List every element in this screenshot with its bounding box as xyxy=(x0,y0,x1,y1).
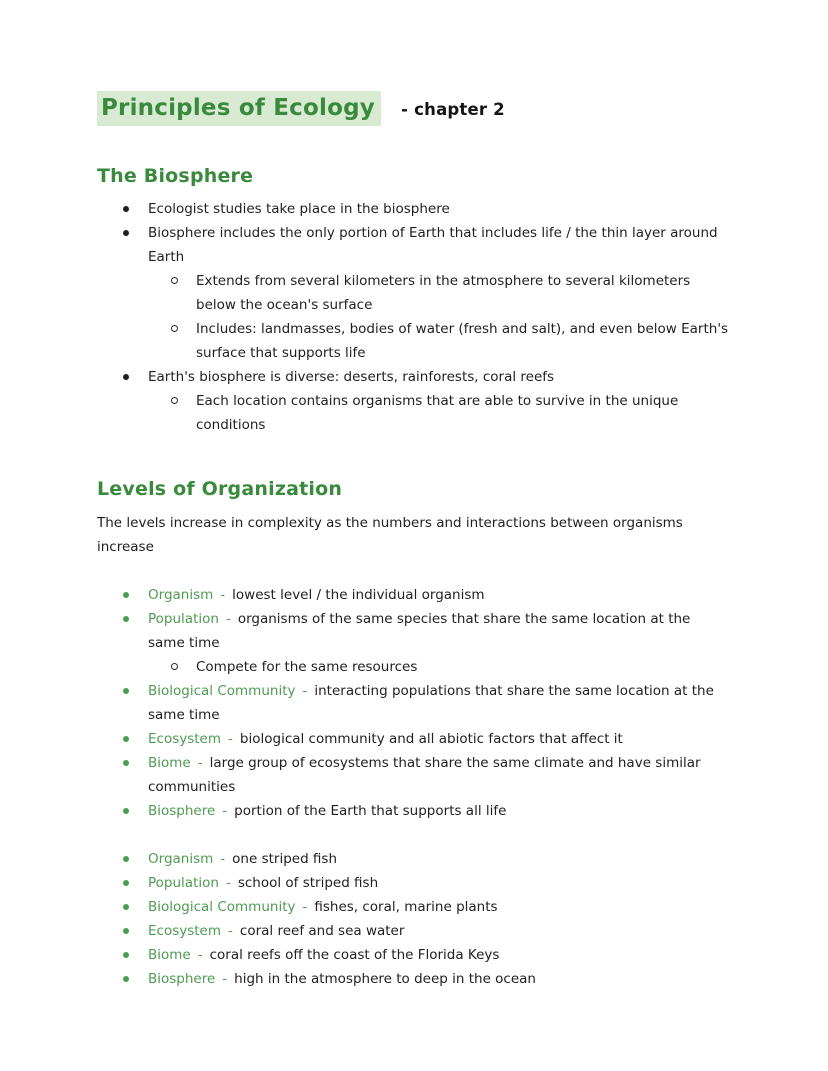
section-heading-levels-of-organization: Levels of Organization xyxy=(97,478,343,500)
item-text: Each location contains organisms that are able to survive in the unique conditions xyxy=(196,393,679,433)
list-item xyxy=(97,967,731,991)
bullet-dot-icon xyxy=(123,808,129,814)
list-item xyxy=(97,389,731,437)
item-text: Biosphere includes the only portion of Earth that includes life / the thin layer around Earth xyxy=(148,225,718,265)
item-text: Extends from several kilometers in the atmosphere to several kilometers below the ocean's surface xyxy=(196,273,691,313)
item-text: Ecologist studies take place in the biosphere xyxy=(148,201,450,217)
dash-separator: - xyxy=(197,947,203,963)
list-item xyxy=(97,943,731,967)
term-label: Organism xyxy=(148,587,214,603)
list-item xyxy=(97,607,731,655)
item-text: coral reefs off the coast of the Florida Keys xyxy=(209,947,500,963)
section-heading-the-biosphere: The Biosphere xyxy=(97,165,254,187)
bullet-circle-icon xyxy=(171,277,178,284)
list-item xyxy=(97,679,731,727)
term-label: Biological Community xyxy=(148,899,296,915)
list-item xyxy=(97,583,731,607)
item-text: portion of the Earth that supports all life xyxy=(234,803,507,819)
list-item xyxy=(97,919,731,943)
dash-separator: - xyxy=(225,611,231,627)
bullet-dot-icon xyxy=(123,880,129,886)
item-text: high in the atmosphere to deep in the ocean xyxy=(234,971,536,987)
dash-separator: - xyxy=(222,803,228,819)
bullet-dot-icon xyxy=(123,760,129,766)
item-text: interacting populations that share the same location at the same time xyxy=(148,683,714,723)
list-item xyxy=(97,727,731,751)
list-item xyxy=(97,317,731,365)
term-label: Biological Community xyxy=(148,683,296,699)
bullet-dot-icon xyxy=(123,736,129,742)
item-text: large group of ecosystems that share the same climate and have similar communities xyxy=(148,755,701,795)
term-label: Organism xyxy=(148,851,214,867)
item-text: organisms of the same species that share the same location at the same time xyxy=(148,611,691,651)
list-item xyxy=(97,871,731,895)
item-text: Compete for the same resources xyxy=(196,659,418,675)
list-item xyxy=(97,655,731,679)
levels-intro-text: The levels increase in complexity as the numbers and interactions between organisms increase xyxy=(97,515,683,555)
list-item xyxy=(97,847,731,871)
dash-separator: - xyxy=(222,971,228,987)
list-item xyxy=(97,895,731,919)
list-item xyxy=(97,197,731,221)
title-highlighted-text: Principles of Ecology xyxy=(97,91,381,126)
bullet-dot-icon xyxy=(123,230,129,236)
list-item xyxy=(97,365,731,389)
bullet-dot-icon xyxy=(123,688,129,694)
bullet-dot-icon xyxy=(123,904,129,910)
dash-separator: - xyxy=(225,875,231,891)
bullet-dot-icon xyxy=(123,952,129,958)
list-item xyxy=(97,269,731,317)
bullet-dot-icon xyxy=(123,374,129,380)
title-suffix: - chapter 2 xyxy=(401,100,505,119)
dash-separator: - xyxy=(228,731,233,747)
term-label: Biome xyxy=(148,947,191,963)
dash-separator: - xyxy=(197,755,203,771)
bullet-dot-icon xyxy=(123,206,129,212)
item-text: school of striped fish xyxy=(237,875,379,891)
list-item xyxy=(97,751,731,799)
item-text: Includes: landmasses, bodies of water (fresh and salt), and even below Earth's surface that supports life xyxy=(196,321,729,361)
bullet-dot-icon xyxy=(123,592,129,598)
bullet-dot-icon xyxy=(123,976,129,982)
dash-separator: - xyxy=(228,923,233,939)
bullet-dot-icon xyxy=(123,856,129,862)
biosphere-bullet-list xyxy=(97,197,731,437)
bullet-circle-icon xyxy=(171,663,178,670)
levels-definitions-list xyxy=(97,583,731,823)
item-text: biological community and all abiotic factors that affect it xyxy=(239,731,623,747)
bullet-dot-icon xyxy=(123,928,129,934)
dash-separator: - xyxy=(302,683,308,699)
list-item xyxy=(97,221,731,269)
item-text: one striped fish xyxy=(232,851,338,867)
item-text: fishes, coral, marine plants xyxy=(314,899,498,915)
term-label: Ecosystem xyxy=(148,731,222,747)
bullet-dot-icon xyxy=(123,616,129,622)
term-label: Biome xyxy=(148,755,191,771)
term-label: Biosphere xyxy=(148,971,216,987)
item-text: coral reef and sea water xyxy=(239,923,405,939)
page-title xyxy=(97,94,731,124)
list-item xyxy=(97,799,731,823)
term-label: Population xyxy=(148,611,219,627)
levels-examples-list xyxy=(97,847,731,991)
bullet-circle-icon xyxy=(171,397,178,404)
dash-separator: - xyxy=(220,851,226,867)
dash-separator: - xyxy=(220,587,226,603)
term-label: Biosphere xyxy=(148,803,216,819)
term-label: Population xyxy=(148,875,219,891)
item-text: lowest level / the individual organism xyxy=(232,587,485,603)
dash-separator: - xyxy=(302,899,308,915)
bullet-circle-icon xyxy=(171,325,178,332)
item-text: Earth's biosphere is diverse: deserts, rainforests, coral reefs xyxy=(148,369,555,385)
term-label: Ecosystem xyxy=(148,923,222,939)
